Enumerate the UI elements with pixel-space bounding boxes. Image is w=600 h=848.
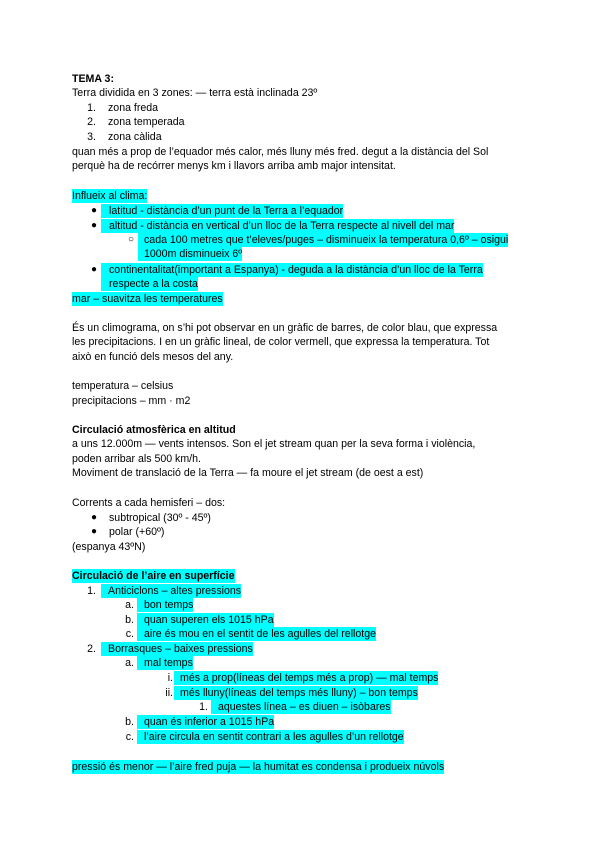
anticiclons-item: Anticiclons – altes pressions xyxy=(101,584,241,598)
precipitacions-line: precipitacions – mm · m2 xyxy=(72,395,191,407)
bullet-icon: ● xyxy=(91,526,98,537)
list-letter: a. xyxy=(125,657,134,669)
paragraph-line: quan més a prop de l’equador més calor, més lluny més fred. degut a la distància del Sol xyxy=(72,146,489,158)
clima-subitem: cada 100 metres que t’eleves/puges – disminueix la temperatura 0,6º – osigui xyxy=(138,233,508,247)
clima-mar: mar – suavitza les temperatures xyxy=(72,293,223,305)
clima-item: continentalitat(important a Espanya) - deguda a la distància d’un lloc de la Terra xyxy=(101,263,483,277)
zone-number: 1. xyxy=(87,102,96,114)
bullet-icon: ● xyxy=(91,205,98,216)
section-title-superficie: Circulació de l’aire en superfície xyxy=(72,570,235,582)
list-letter: c. xyxy=(125,731,134,743)
anticiclons-subitem: aire és mou en el sentit de les agulles del rellotge xyxy=(137,627,376,641)
borrasques-subitem: l’aire circula en sentit contrari a les agulles d’un rellotge xyxy=(137,730,404,744)
borrasques-subsubitem: més a prop(líneas del temps més a prop) — mal temps xyxy=(174,671,438,685)
clima-item-cont: respecte a la costa xyxy=(101,277,198,291)
paragraph-line: perquè ha de recórrer menys km i llavors arriba amb major intensitat. xyxy=(72,160,396,172)
borrasques-item: Borrasques – baixes pressions xyxy=(101,642,253,656)
zone-number: 2. xyxy=(87,116,96,128)
circle-bullet-icon: ○ xyxy=(128,234,135,245)
clima-title: Influeix al clima: xyxy=(72,190,148,202)
list-letter: b. xyxy=(125,716,134,728)
list-number: 1. xyxy=(87,585,96,597)
section-title-altitud: Circulació atmosfèrica en altitud xyxy=(72,424,236,436)
isobares-item: aquestes línea – es diuen – isòbares xyxy=(211,700,391,714)
clima-item: altitud - distància en vertical d’un lloc de la Terra respecte al nivell del mar xyxy=(101,219,454,233)
borrasques-subsubitem: més lluny(líneas del temps més lluny) – bon temps xyxy=(174,686,418,700)
paragraph-line: poden arribar als 500 km/h. xyxy=(72,453,201,465)
paragraph-line: Moviment de translació de la Terra — fa moure el jet stream (de oest a est) xyxy=(72,467,424,479)
paragraph-line: això en funció dels mesos del any. xyxy=(72,351,234,363)
anticiclons-subitem: quan superen els 1015 hPa xyxy=(137,613,274,627)
list-number: 1. xyxy=(199,701,208,713)
final-line: pressió és menor — l’aire fred puja — la humitat es condensa i produeix núvols xyxy=(72,761,445,773)
bullet-icon: ● xyxy=(91,220,98,231)
clima-item: latitud - distància d’un punt de la Terra a l’equador xyxy=(101,204,343,218)
espanya-line: (espanya 43ºN) xyxy=(72,541,146,553)
borrasques-subitem: mal temps xyxy=(137,656,193,670)
zone-item: zona càlida xyxy=(108,131,162,143)
list-roman: i. xyxy=(167,672,173,684)
zone-item: zona temperada xyxy=(108,116,185,128)
zone-number: 3. xyxy=(87,131,96,143)
temperatura-line: temperatura – celsius xyxy=(72,380,174,392)
list-number: 2. xyxy=(87,643,96,655)
clima-subitem-cont: 1000m disminueix 6º xyxy=(138,247,242,261)
list-letter: a. xyxy=(125,599,134,611)
zone-item: zona freda xyxy=(108,102,159,114)
paragraph-line: a uns 12.000m — vents intensos. Son el jet stream quan per la seva forma i violència, xyxy=(72,438,476,450)
corrents-line: Corrents a cada hemisferi – dos: xyxy=(72,497,226,509)
bullet-icon: ● xyxy=(91,512,98,523)
bullet-icon: ● xyxy=(91,264,98,275)
corrent-item: subtropical (30º - 45º) xyxy=(109,512,211,524)
paragraph-line: les precipitacions. I en un gràfic lineal, de color vermell, que expressa la temperatura. Tot xyxy=(72,336,490,348)
intro-line: Terra dividida en 3 zones: — terra està inclinada 23º xyxy=(72,87,318,99)
anticiclons-subitem: bon temps xyxy=(137,598,193,612)
list-roman: ii. xyxy=(165,687,173,699)
corrent-item: polar (+60º) xyxy=(109,526,165,538)
list-letter: b. xyxy=(125,614,134,626)
paragraph-line: És un climograma, on s’hi pot observar en un gràfic de barres, de color blau, que expressa xyxy=(72,322,498,334)
borrasques-subitem: quan és inferior a 1015 hPa xyxy=(137,715,274,729)
section-title-tema: TEMA 3: xyxy=(72,73,114,85)
list-letter: c. xyxy=(125,628,134,640)
